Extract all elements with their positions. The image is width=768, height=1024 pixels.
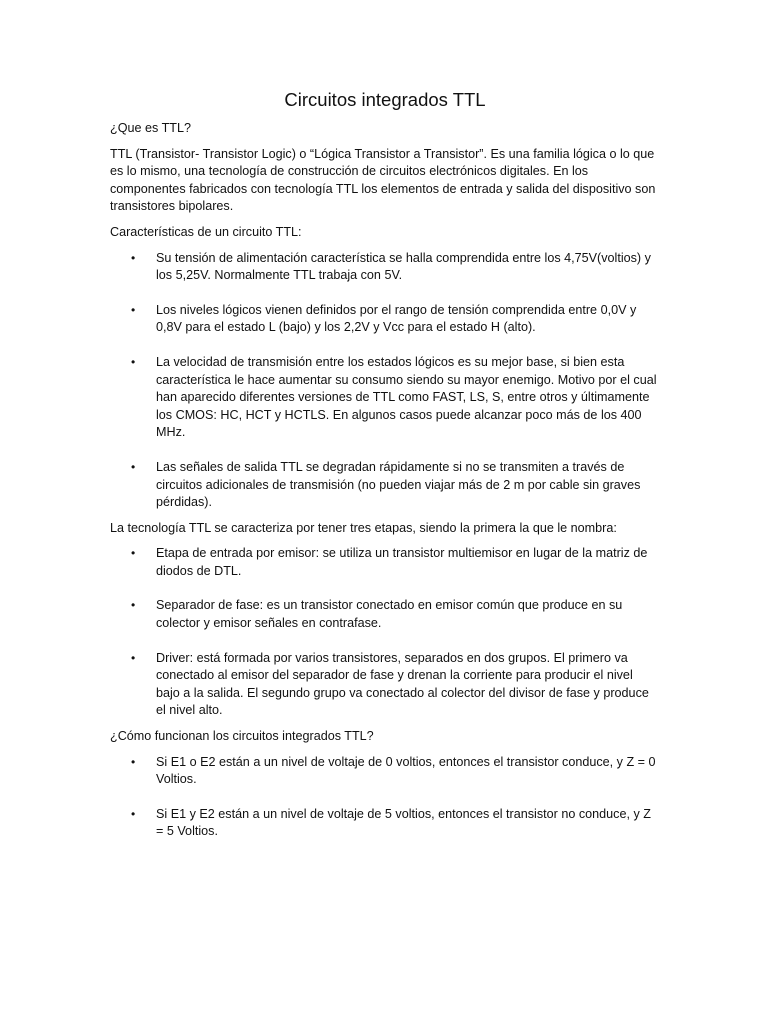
heading-caracteristicas: Características de un circuito TTL: (110, 224, 302, 239)
list-item-text: Driver: está formada por varios transistores, separados en dos grupos. El primero va conectado al emisor del separador de fase y drenan la corriente para producir el nivel bajo a la salida. El segundo grupo va conectado al colector del divisor de fase y produce el nivel alto. (156, 650, 649, 718)
document-title: Circuitos integrados TTL (284, 89, 486, 110)
heading-que-es-ttl: ¿Que es TTL? (110, 121, 191, 135)
list-item (110, 806, 660, 841)
list-item-text: Los niveles lógicos vienen definidos por el rango de tensión comprendida entre 0,0V y 0,8V para el estado L (bajo) y los 2,2V y Vcc para el estado H (alto). (156, 302, 637, 335)
list-item (110, 459, 660, 512)
list-item-text: La velocidad de transmisión entre los estados lógicos es su mejor base, si bien esta característica le hace aumentar su consumo siendo su mayor enemigo. Motivo por el cual han aparecido diferentes versiones de TTL como FAST, LS, S, entre otros y últimamente los CMOS: HC, HCT y HCTLS. En algunos casos puede alcanzar poco más de los 400 MHz. (156, 354, 657, 440)
list-item-text: Etapa de entrada por emisor: se utiliza un transistor multiemisor en lugar de la matriz de diodos de DTL. (156, 546, 648, 578)
bullet-icon: • (131, 650, 136, 665)
list-item-text: Su tensión de alimentación característica se halla comprendida entre los 4,75V(voltios) y los 5,25V. Normalmente TTL trabaja con 5V. (156, 250, 651, 283)
bullet-icon: • (131, 546, 136, 561)
document-page (110, 88, 660, 849)
characteristics-list (110, 250, 660, 512)
stages-list (110, 545, 660, 720)
bullet-icon: • (131, 754, 136, 769)
heading-etapas: La tecnología TTL se caracteriza por tener tres etapas, siendo la primera la que le nombra: (110, 520, 617, 535)
list-item (110, 754, 660, 789)
list-item (110, 650, 660, 720)
how-list (110, 754, 660, 841)
list-item (110, 545, 660, 580)
bullet-icon: • (131, 250, 136, 265)
list-item-text: Las señales de salida TTL se degradan rápidamente si no se transmiten a través de circuitos adicionales de transmisión (no pueden viajar más de 2 m por cable sin graves pérdidas). (156, 459, 641, 510)
intro-paragraph: TTL (Transistor- Transistor Logic) o “Lógica Transistor a Transistor”. Es una familia lógica o lo que es lo mismo, una tecnología de construcción de circuitos electrónicos digitales. En los componentes fabricados con tecnología TTL los elementos de entrada y salida del dispositivo son transistores bipolares. (110, 146, 656, 214)
list-item-text: Si E1 o E2 están a un nivel de voltaje de 0 voltios, entonces el transistor conduce, y Z = 0 Voltios. (156, 754, 656, 787)
list-item (110, 597, 660, 632)
bullet-icon: • (131, 806, 136, 821)
list-item (110, 354, 660, 442)
bullet-icon: • (131, 459, 136, 474)
heading-como-funcionan: ¿Cómo funcionan los circuitos integrados TTL? (110, 729, 374, 744)
bullet-icon: • (131, 598, 136, 613)
bullet-icon: • (131, 354, 136, 369)
list-item-text: Separador de fase: es un transistor conectado en emisor común que produce en su colector y emisor señales en contrafase. (156, 598, 623, 631)
bullet-icon: • (131, 302, 136, 317)
list-item-text: Si E1 y E2 están a un nivel de voltaje de 5 voltios, entonces el transistor no conduce, y Z = 5 Voltios. (156, 806, 651, 839)
list-item (110, 302, 660, 337)
list-item (110, 250, 660, 285)
